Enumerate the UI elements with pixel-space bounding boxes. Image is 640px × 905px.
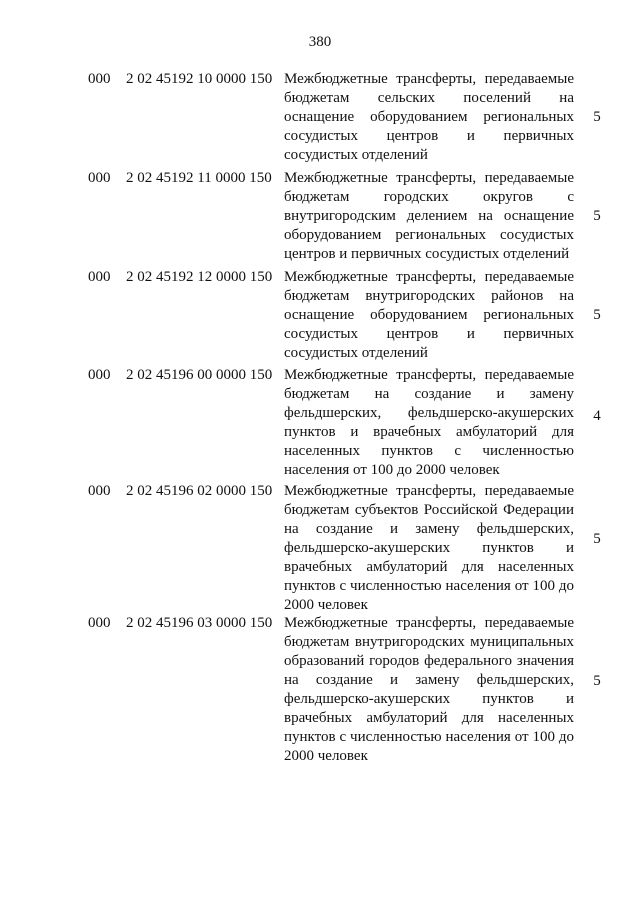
row-value: 5 — [593, 307, 601, 323]
admin-code: 000 — [88, 269, 111, 285]
admin-code: 000 — [88, 483, 111, 499]
budget-classification-code: 2 02 45192 12 0000 150 — [126, 269, 273, 285]
budget-classification-code: 2 02 45196 02 0000 150 — [126, 483, 273, 499]
row-value: 5 — [593, 208, 601, 224]
transfer-description: Межбюджетные трансферты, передаваемые бюджетам сельских поселений на оснащение оборудованием региональных сосудистых центров и первичных сосудистых отделений — [284, 71, 574, 163]
transfer-description: Межбюджетные трансферты, передаваемые бюджетам внутригородских районов на оснащение оборудованием региональных сосудистых центров и первичных сосудистых отделений — [284, 269, 574, 361]
transfer-description: Межбюджетные трансферты, передаваемые бюджетам городских округов с внутригородским делением на оснащение оборудованием региональных сосудистых центров и первичных сосудистых отделений — [284, 170, 574, 262]
admin-code: 000 — [88, 170, 111, 186]
admin-code: 000 — [88, 367, 111, 383]
budget-classification-code: 2 02 45196 00 0000 150 — [126, 367, 273, 383]
budget-classification-code: 2 02 45192 11 0000 150 — [126, 170, 272, 186]
row-value: 5 — [593, 109, 601, 125]
transfer-description: Межбюджетные трансферты, передаваемые бюджетам субъектов Российской Федерации на создание и замену фельдшерских, фельдшерско-акушерских пунктов и врачебных амбулаторий для населенных пунктов с численностью населения от 100 до 2000 человек — [284, 483, 574, 613]
budget-classification-code: 2 02 45192 10 0000 150 — [126, 71, 273, 87]
admin-code: 000 — [88, 615, 111, 631]
budget-classification-code: 2 02 45196 03 0000 150 — [126, 615, 273, 631]
admin-code: 000 — [88, 71, 111, 87]
row-value: 5 — [593, 673, 601, 689]
row-value: 4 — [593, 408, 601, 424]
transfer-description: Межбюджетные трансферты, передаваемые бюджетам на создание и замену фельдшерских, фельдшерско-акушерских пунктов и врачебных амбулаторий для населенных пунктов с численностью населения от 100 до 2000 человек — [284, 367, 574, 478]
transfer-description: Межбюджетные трансферты, передаваемые бюджетам внутригородских муниципальных образований городов федерального значения на создание и замену фельдшерских, фельдшерско-акушерских пунктов и врачебных амбулаторий для населенных пунктов с численностью населения от 100 до 2000 человек — [284, 615, 574, 764]
row-value: 5 — [593, 531, 601, 547]
page-number: 380 — [308, 34, 332, 50]
